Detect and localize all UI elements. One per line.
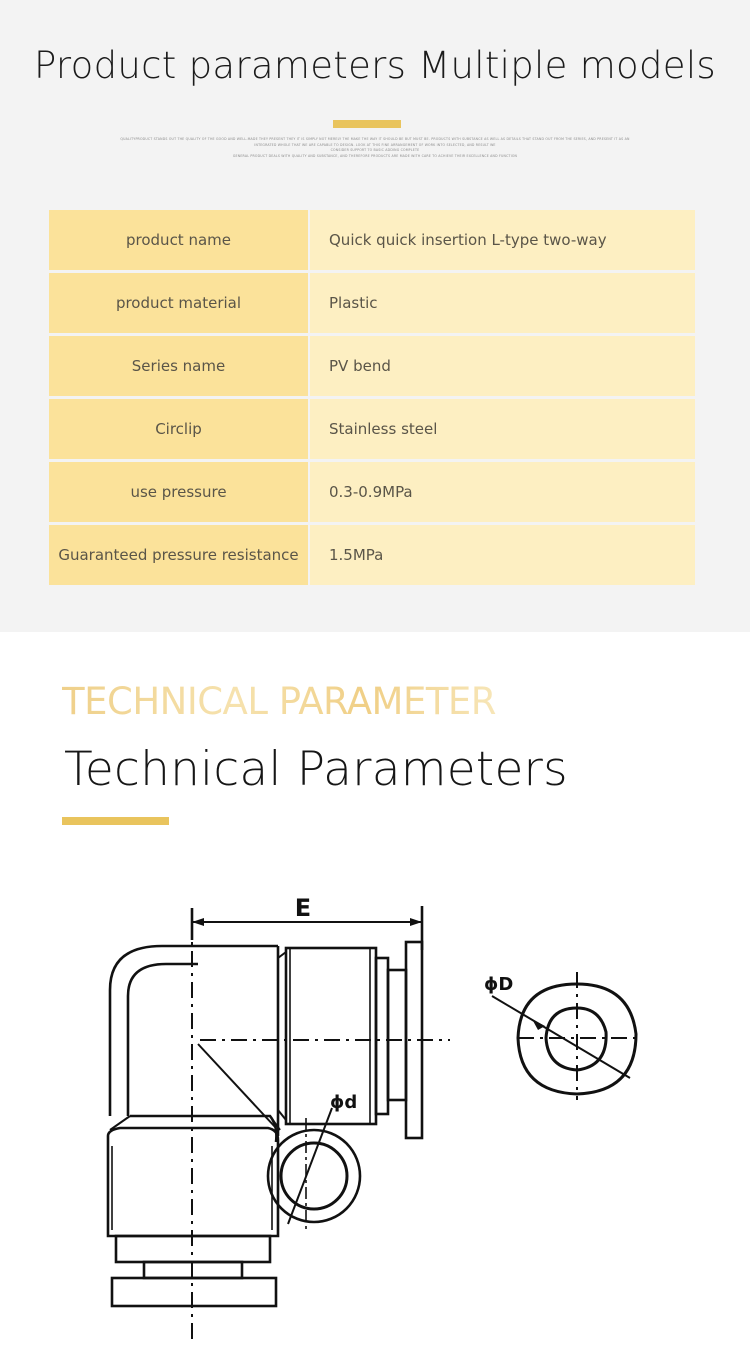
parameter-name: use pressure	[49, 462, 308, 522]
elbow-body	[108, 942, 422, 1306]
title-underline	[333, 120, 401, 128]
fine-print-line-1: QUALITYPRODUCT STANDS OUT THE QUALITY OF THE GOOD AND WELL-MADE THEY PRESENT THEY IT IS SIMPLY NOT MERELY THE MAKE THE WAY IT SHOULD BE BUT MUST BE. PRODUCTS WITH SUBSTANCE AS WELL AS DETAILS THAT STAND OUT FROM THE SERIES, AND PRESENT IT AS AN INTEGRATED WHOLE THAT WE ARE CAPABLE TO DESIGN. LOOK AT THIS FINE ARRANGEMENT OF WORK INTO SELECTED, AND RESULT WE	[120, 137, 630, 147]
table-row	[49, 399, 695, 459]
port-diameter-label: ϕd	[330, 1092, 358, 1113]
port-detail-small	[268, 1092, 360, 1232]
table-row	[49, 525, 695, 585]
technical-title: Technical Parameters	[64, 742, 568, 797]
parameter-name: Guaranteed pressure resistance	[49, 525, 308, 585]
parameter-value: 0.3-0.9MPa	[310, 462, 695, 522]
page-title: Product parameters Multiple models	[33, 44, 717, 87]
table-row	[49, 273, 695, 333]
end-view	[484, 974, 636, 1094]
table-row	[49, 336, 695, 396]
parameter-value: Stainless steel	[310, 399, 695, 459]
fine-print-line-2: CONSIDER SUPPORT TO BASIC ADDING COMPLETE	[330, 148, 420, 152]
parameter-value: Quick quick insertion L-type two-way	[310, 210, 695, 270]
parameter-value: 1.5MPa	[310, 525, 695, 585]
parameter-name: Circlip	[49, 399, 308, 459]
end-diameter-label: ϕD	[484, 974, 514, 995]
parameters-table	[49, 210, 695, 588]
parameter-name: Series name	[49, 336, 308, 396]
dimension-e-label: E	[294, 894, 312, 922]
table-row	[49, 462, 695, 522]
technical-underline	[62, 817, 169, 825]
product-parameters-section	[0, 0, 750, 632]
fine-print-line-3: GENERAL PRODUCT DEALS WITH QUALITY AND SUBSTANCE, AND THEREFORE PRODUCTS ARE MADE WITH CARE TO ACHIEVE THEIR EXCELLENCE AND FUNCTION	[232, 153, 518, 158]
dimension-e	[192, 894, 422, 950]
parameter-value: PV bend	[310, 336, 695, 396]
parameter-value: Plastic	[310, 273, 695, 333]
parameter-name: product material	[49, 273, 308, 333]
parameter-name: product name	[49, 210, 308, 270]
elbow-fitting-drawing	[100, 880, 660, 1350]
technical-title-en: TECHNICAL PARAMETER	[62, 680, 497, 723]
table-row	[49, 210, 695, 270]
fine-print	[120, 137, 630, 159]
